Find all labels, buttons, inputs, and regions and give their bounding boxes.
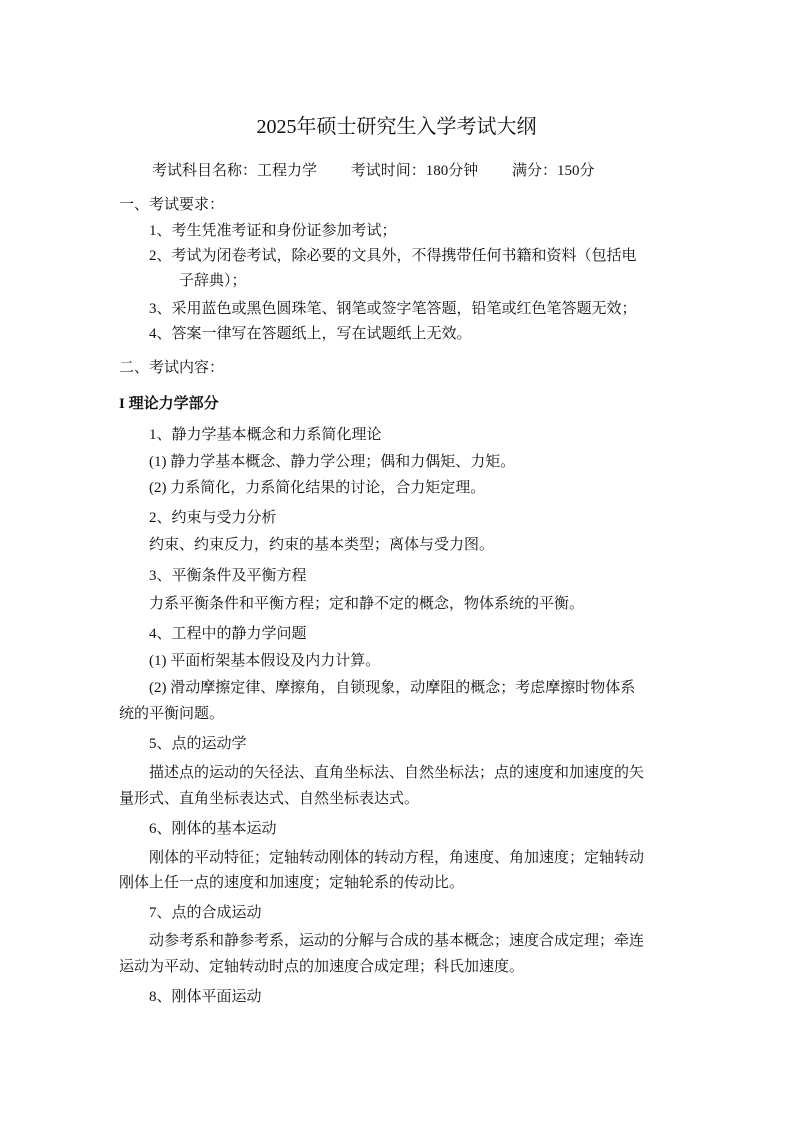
topic-heading: 6、刚体的基本运动 [149, 821, 277, 837]
topic-heading: 5、点的运动学 [149, 736, 247, 752]
topic-text: 约束、约束反力，约束的基本类型；离体与受力图。 [149, 537, 495, 553]
topic-heading: 2、约束与受力分析 [149, 510, 277, 526]
page-title: 2025年硕士研究生入学考试大纲 [256, 116, 537, 138]
topic-heading: 8、刚体平面运动 [149, 989, 262, 1005]
section-heading: 一、考试要求： [119, 197, 225, 213]
requirement-item: 1、考生凭准考证和身份证参加考试； [149, 223, 397, 239]
exam-time: 考试时间：180分钟 [350, 163, 479, 179]
part-title: I 理论力学部分 [119, 396, 219, 412]
topic-heading: 7、点的合成运动 [149, 905, 262, 921]
topic-text: 动参考系和静参考系，运动的分解与合成的基本概念；速度合成定理；牵连 [149, 933, 645, 949]
topic-text-cont: 刚体上任一点的速度和加速度；定轴轮系的传动比。 [119, 875, 465, 891]
requirement-item: 4、答案一律写在答题纸上，写在试题纸上无效。 [149, 326, 472, 342]
exam-subject: 考试科目名称：工程力学 [152, 163, 318, 179]
exam-score: 满分：150分 [512, 163, 595, 179]
requirement-item: 2、考试为闭卷考试，除必要的文具外，不得携带任何书籍和资料（包括电 [149, 248, 637, 264]
topic-heading: 4、工程中的静力学问题 [149, 626, 307, 642]
topic-text-cont: 统的平衡问题。 [119, 706, 225, 722]
topic-text: 力系平衡条件和平衡方程；定和静不定的概念，物体系统的平衡。 [149, 596, 585, 612]
topic-text-cont: 量形式、直角坐标表达式、自然坐标表达式。 [119, 791, 420, 807]
topic-text: 描述点的运动的矢径法、直角坐标法、自然坐标法；点的速度和加速度的矢 [149, 765, 645, 781]
topic-text: (1) 平面桁架基本假设及内力计算。 [149, 653, 381, 669]
topic-text: (1) 静力学基本概念、静力学公理；偶和力偶矩、力矩。 [149, 454, 516, 470]
topic-heading: 3、平衡条件及平衡方程 [149, 568, 307, 584]
topic-heading: 1、静力学基本概念和力系简化理论 [149, 427, 382, 443]
requirement-item: 3、采用蓝色或黑色圆珠笔、钢笔或签字笔答题，铅笔或红色笔答题无效； [149, 301, 637, 317]
requirement-item-cont: 子辞典）； [179, 273, 247, 289]
exam-meta [152, 161, 625, 181]
topic-text: (2) 滑动摩擦定律、摩擦角，自锁现象，动摩阻的概念；考虑摩擦时物体系 [149, 680, 636, 696]
topic-text: (2) 力系简化，力系简化结果的讨论，合力矩定理。 [149, 480, 486, 496]
topic-text: 刚体的平动特征；定轴转动刚体的转动方程，角速度、角加速度；定轴转动 [149, 850, 645, 866]
topic-text-cont: 运动为平动、定轴转动时点的加速度合成定理；科氏加速度。 [119, 959, 525, 975]
section-heading: 二、考试内容： [119, 360, 225, 376]
